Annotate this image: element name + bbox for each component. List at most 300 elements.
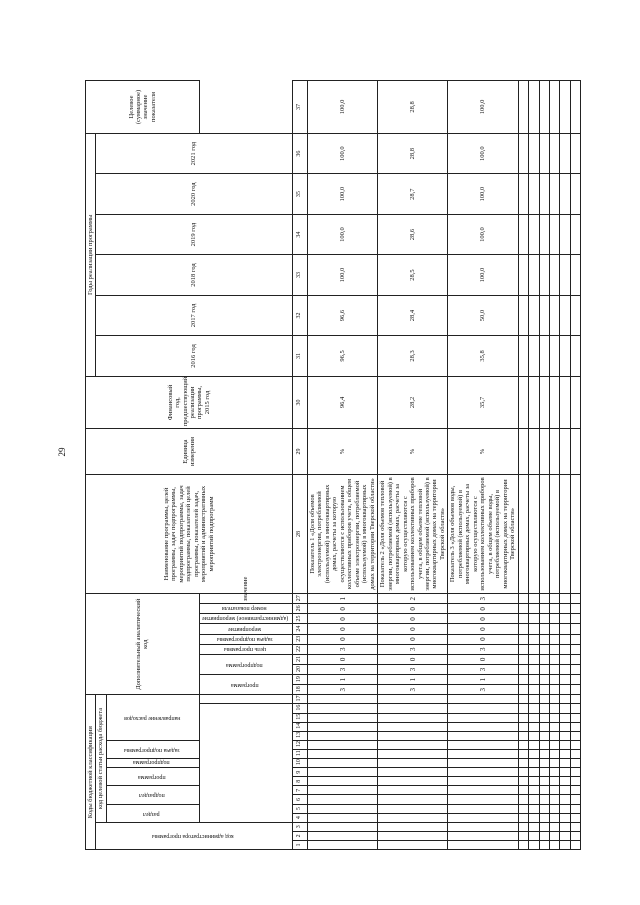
analytic-code-cell: 0 (448, 604, 518, 614)
analytic-code-cell: 3 (448, 664, 518, 674)
analytic-code-cell: 3 (378, 644, 448, 654)
year-value: 100,0 (307, 255, 377, 295)
year-value: 100,0 (307, 133, 377, 173)
budget-code-cell (307, 813, 377, 822)
empty-cell (550, 840, 560, 849)
empty-cell (518, 214, 528, 254)
empty-row (550, 81, 560, 850)
empty-cell (518, 429, 528, 475)
column-number: 30 (292, 376, 307, 429)
column-number: 1 (292, 840, 307, 849)
empty-cell (529, 614, 539, 624)
empty-cell (550, 634, 560, 644)
budget-code-cell (378, 804, 448, 813)
empty-cell (560, 429, 570, 475)
empty-cell (518, 704, 528, 713)
empty-cell (560, 759, 570, 768)
empty-cell (539, 722, 549, 731)
c-event-header: мероприятие (199, 624, 292, 634)
column-number: 34 (292, 214, 307, 254)
empty-cell (570, 831, 580, 840)
budget-code-cell (378, 777, 448, 786)
analytic-code-cell: 0 (448, 614, 518, 624)
empty-cell (560, 624, 570, 634)
empty-cell (529, 654, 539, 664)
empty-cell (518, 840, 528, 849)
budget-code-cell (307, 795, 377, 804)
empty-cell (529, 786, 539, 795)
empty-cell (570, 174, 580, 214)
budget-code-cell (378, 822, 448, 831)
base-year-value: 28,2 (378, 376, 448, 429)
budget-codes-header: Коды бюджетной классификации (86, 695, 96, 850)
empty-cell (518, 822, 528, 831)
empty-cell (570, 255, 580, 295)
empty-cell (570, 81, 580, 134)
analytic-code-cell: 3 (378, 685, 448, 695)
empty-cell (539, 295, 549, 335)
empty-cell (518, 255, 528, 295)
empty-row (539, 81, 549, 850)
empty-cell (550, 594, 560, 604)
year-2016-header: 2016 год (96, 336, 292, 376)
empty-cell (550, 214, 560, 254)
column-number: 15 (292, 713, 307, 722)
empty-cell (518, 749, 528, 758)
budget-code-cell (448, 768, 518, 777)
empty-cell (529, 429, 539, 475)
empty-cell (529, 664, 539, 674)
razdel-header: раздел (106, 804, 199, 822)
column-number: 26 (292, 604, 307, 614)
empty-cell (560, 675, 570, 685)
empty-cell (570, 634, 580, 644)
column-number: 36 (292, 133, 307, 173)
column-number: 10 (292, 759, 307, 768)
empty-cell (560, 722, 570, 731)
column-number: 7 (292, 786, 307, 795)
empty-cell (529, 777, 539, 786)
analytic-code-cell: 0 (307, 604, 377, 614)
empty-cell (570, 594, 580, 604)
empty-cell (560, 831, 570, 840)
empty-cell (560, 822, 570, 831)
column-number: 22 (292, 644, 307, 654)
empty-cell (570, 740, 580, 749)
empty-cell (518, 695, 528, 704)
empty-cell (560, 713, 570, 722)
empty-cell (570, 295, 580, 335)
empty-cell (529, 831, 539, 840)
empty-cell (570, 695, 580, 704)
empty-cell (539, 713, 549, 722)
empty-cell (550, 604, 560, 614)
empty-cell (529, 685, 539, 695)
program-code-header: программа (106, 768, 199, 786)
empty-cell (570, 795, 580, 804)
empty-cell (550, 644, 560, 654)
empty-cell (539, 685, 549, 695)
empty-cell (529, 604, 539, 614)
target-value-header: значение (199, 594, 292, 604)
empty-row (560, 81, 570, 850)
empty-cell (550, 731, 560, 740)
column-number: 24 (292, 624, 307, 634)
analytic-code-cell: 3 (448, 594, 518, 604)
budget-code-cell (378, 831, 448, 840)
c-podprogram-header: подпрограмма (199, 654, 292, 674)
year-value: 96,6 (307, 295, 377, 335)
empty-cell (518, 81, 528, 134)
empty-cell (529, 295, 539, 335)
budget-code-cell (378, 704, 448, 713)
empty-cell (570, 429, 580, 475)
column-number: 11 (292, 749, 307, 758)
column-number: 28 (292, 474, 307, 593)
c-number-header: номер показателя (199, 604, 292, 614)
column-number: 35 (292, 174, 307, 214)
analytic-code-cell: 3 (307, 664, 377, 674)
analytic-code-header: Дополнительный аналитический код (86, 594, 200, 695)
empty-cell (539, 474, 549, 593)
year-value: 28,7 (378, 174, 448, 214)
empty-cell (529, 644, 539, 654)
column-number: 16 (292, 704, 307, 713)
column-number: 13 (292, 731, 307, 740)
unit-cell: % (307, 429, 377, 475)
budget-code-cell (448, 777, 518, 786)
empty-cell (550, 831, 560, 840)
empty-cell (539, 786, 549, 795)
target-value: 28,8 (378, 81, 448, 134)
year-value: 100,0 (307, 174, 377, 214)
year-2021-header: 2021 год (96, 133, 292, 173)
empty-cell (570, 376, 580, 429)
budget-code-cell (307, 731, 377, 740)
indicator-description: Показатель 1 «Доля объемов электроэнергии, потребляемой (используемой) в многоквартирных домах, расчеты за которую осуществляются с использованием коллективных приборов учета, в общем объеме электроэнергии, потребляемой (используемой) в многоквартирных домах на территории Тверской области» (307, 474, 377, 593)
empty-cell (570, 474, 580, 593)
empty-cell (570, 759, 580, 768)
year-2019-header: 2019 год (96, 214, 292, 254)
empty-cell (518, 713, 528, 722)
empty-cell (529, 133, 539, 173)
empty-cell (529, 376, 539, 429)
empty-cell (570, 777, 580, 786)
empty-cell (550, 740, 560, 749)
podrazdel-header: подраздел (106, 786, 199, 804)
empty-cell (550, 81, 560, 134)
year-value: 100,0 (307, 214, 377, 254)
empty-cell (539, 644, 549, 654)
empty-cell (550, 133, 560, 173)
budget-code-cell (448, 759, 518, 768)
empty-cell (560, 685, 570, 695)
empty-cell (518, 604, 528, 614)
budget-code-cell (307, 822, 377, 831)
budget-code-cell (378, 786, 448, 795)
empty-cell (518, 685, 528, 695)
empty-cell (518, 634, 528, 644)
empty-cell (550, 695, 560, 704)
budget-code-cell (378, 731, 448, 740)
column-number: 25 (292, 614, 307, 624)
empty-cell (529, 804, 539, 813)
empty-cell (560, 795, 570, 804)
empty-cell (539, 81, 549, 134)
column-number: 19 (292, 675, 307, 685)
empty-cell (539, 174, 549, 214)
empty-cell (529, 722, 539, 731)
empty-cell (560, 840, 570, 849)
empty-cell (529, 840, 539, 849)
budget-code-cell (307, 704, 377, 713)
empty-cell (570, 664, 580, 674)
empty-cell (518, 759, 528, 768)
analytic-code-cell: 1 (307, 594, 377, 604)
empty-cell (539, 429, 549, 475)
empty-cell (529, 255, 539, 295)
empty-cell (518, 654, 528, 664)
analytic-code-cell: 0 (378, 654, 448, 664)
empty-cell (560, 777, 570, 786)
table-row (448, 81, 518, 850)
year-value: 28,8 (378, 133, 448, 173)
empty-cell (560, 786, 570, 795)
spacer-cell (199, 704, 292, 822)
budget-code-cell (307, 695, 377, 704)
empty-cell (550, 336, 560, 376)
budget-code-cell (378, 768, 448, 777)
empty-cell (550, 614, 560, 624)
budget-code-cell (307, 840, 377, 849)
budget-code-cell (448, 695, 518, 704)
empty-cell (518, 624, 528, 634)
empty-cell (529, 81, 539, 134)
empty-cell (518, 731, 528, 740)
analytic-code-cell: 1 (307, 675, 377, 685)
empty-cell (560, 813, 570, 822)
budget-code-cell (448, 722, 518, 731)
empty-cell (539, 614, 549, 624)
empty-cell (560, 81, 570, 134)
budget-code-cell (378, 813, 448, 822)
empty-cell (529, 768, 539, 777)
column-number: 27 (292, 594, 307, 604)
column-number: 18 (292, 685, 307, 695)
empty-cell (529, 174, 539, 214)
empty-cell (529, 731, 539, 740)
empty-cell (518, 786, 528, 795)
budget-code-cell (307, 722, 377, 731)
empty-cell (518, 777, 528, 786)
budget-code-cell (448, 831, 518, 840)
empty-cell (560, 804, 570, 813)
analytic-code-cell: 2 (378, 594, 448, 604)
empty-cell (570, 768, 580, 777)
budget-code-cell (378, 740, 448, 749)
analytic-code-cell: 0 (307, 624, 377, 634)
column-number: 31 (292, 336, 307, 376)
budget-code-cell (307, 831, 377, 840)
c-goal-header: цель программы (199, 644, 292, 654)
column-number: 33 (292, 255, 307, 295)
empty-cell (529, 695, 539, 704)
year-value: 100,0 (448, 214, 518, 254)
empty-cell (570, 685, 580, 695)
empty-cell (529, 740, 539, 749)
column-number: 37 (292, 81, 307, 134)
budget-code-cell (307, 768, 377, 777)
program-name-header: Наименование программы, целей программы, задач подпрограммы, мероприятий подпрограммы, задач подпрограммы, показателей целей программы, показателей задач, мероприятий и административных мероприятий подпрограмм (86, 474, 293, 593)
empty-cell (570, 786, 580, 795)
budget-code-cell (307, 749, 377, 758)
empty-cell (570, 644, 580, 654)
column-number: 5 (292, 804, 307, 813)
year-value: 50,0 (448, 295, 518, 335)
column-number: 3 (292, 822, 307, 831)
empty-cell (570, 822, 580, 831)
empty-cell (518, 174, 528, 214)
empty-cell (570, 654, 580, 664)
budget-code-cell (378, 713, 448, 722)
empty-cell (518, 768, 528, 777)
analytic-code-cell: 0 (378, 614, 448, 624)
year-2017-header: 2017 год (96, 295, 292, 335)
empty-cell (518, 474, 528, 593)
empty-cell (550, 624, 560, 634)
empty-cell (539, 822, 549, 831)
empty-cell (560, 704, 570, 713)
empty-cell (560, 768, 570, 777)
rotated-table-container (85, 80, 620, 850)
analytic-code-cell: 3 (307, 644, 377, 654)
empty-cell (570, 614, 580, 624)
empty-cell (539, 594, 549, 604)
budget-code-cell (378, 722, 448, 731)
year-value: 28,4 (378, 295, 448, 335)
empty-cell (518, 133, 528, 173)
analytic-code-cell: 0 (307, 634, 377, 644)
empty-cell (550, 822, 560, 831)
column-number: 32 (292, 295, 307, 335)
year-value: 28,6 (378, 214, 448, 254)
budget-code-cell (307, 786, 377, 795)
target-header: Целевое (суммарное) значение показателя (86, 81, 200, 134)
empty-cell (550, 813, 560, 822)
empty-cell (539, 831, 549, 840)
budget-code-cell (307, 777, 377, 786)
empty-cell (539, 804, 549, 813)
empty-cell (529, 675, 539, 685)
empty-cell (518, 594, 528, 604)
budget-code-cell (307, 804, 377, 813)
podprogram-code-header: подпрограмма (106, 759, 199, 768)
empty-row (518, 81, 528, 850)
table-body (307, 81, 580, 850)
budget-code-cell (307, 713, 377, 722)
empty-cell (518, 675, 528, 685)
empty-cell (570, 713, 580, 722)
target-value: 100,0 (307, 81, 377, 134)
target-value: 100,0 (448, 81, 518, 134)
empty-cell (550, 376, 560, 429)
empty-cell (539, 214, 549, 254)
analytic-code-cell: 1 (378, 675, 448, 685)
empty-cell (539, 731, 549, 740)
unit-cell: % (448, 429, 518, 475)
empty-cell (518, 804, 528, 813)
column-number: 2 (292, 831, 307, 840)
empty-cell (539, 604, 549, 614)
empty-cell (529, 634, 539, 644)
empty-cell (560, 740, 570, 749)
empty-cell (550, 675, 560, 685)
analytic-code-cell: 0 (448, 654, 518, 664)
empty-cell (550, 777, 560, 786)
empty-cell (570, 675, 580, 685)
page-number: 29 (57, 447, 67, 457)
analytic-code-cell: 3 (307, 685, 377, 695)
direction-header: направление расходов (106, 695, 199, 741)
empty-cell (570, 133, 580, 173)
base-year-value: 35,7 (448, 376, 518, 429)
empty-cell (529, 624, 539, 634)
empty-cell (570, 604, 580, 614)
budget-code-cell (378, 840, 448, 849)
column-number-row (292, 81, 307, 850)
empty-cell (560, 174, 570, 214)
empty-cell (539, 759, 549, 768)
empty-cell (539, 795, 549, 804)
empty-row (529, 81, 539, 850)
empty-cell (529, 594, 539, 604)
empty-cell (539, 695, 549, 704)
empty-cell (539, 634, 549, 644)
column-number: 8 (292, 777, 307, 786)
empty-cell (570, 749, 580, 758)
budget-code-cell (448, 713, 518, 722)
budget-code-cell (448, 840, 518, 849)
column-number: 17 (292, 695, 307, 704)
empty-cell (529, 713, 539, 722)
column-number: 12 (292, 740, 307, 749)
empty-cell (560, 644, 570, 654)
empty-cell (539, 654, 549, 664)
year-value: 100,0 (448, 255, 518, 295)
empty-cell (560, 474, 570, 593)
empty-cell (539, 704, 549, 713)
base-year-header: Финансовый год, предшествующий реализации программы, 2015 год (86, 376, 293, 429)
budget-code-cell (448, 749, 518, 758)
budget-code-cell (378, 749, 448, 758)
empty-cell (539, 376, 549, 429)
analytic-code-cell: 0 (378, 624, 448, 634)
empty-cell (518, 831, 528, 840)
budget-code-cell (448, 740, 518, 749)
empty-cell (550, 654, 560, 664)
empty-cell (560, 376, 570, 429)
c-program-header: программа (199, 675, 292, 695)
empty-cell (560, 695, 570, 704)
empty-cell (560, 594, 570, 604)
empty-cell (570, 813, 580, 822)
indicator-description: Показатель 3 «Доля объемов воды, потребляемой (используемой) в многоквартирных домах, расчеты за которую осуществляются с использованием коллективных приборов учета, в общем объеме воды, потребляемой (используемой) в многоквартирных домах на территории Тверской области» (448, 474, 518, 593)
year-value: 100,0 (448, 174, 518, 214)
empty-cell (518, 664, 528, 674)
table-row (307, 81, 377, 850)
empty-cell (550, 786, 560, 795)
c-admin-event-header: (административное) мероприятие (199, 614, 292, 624)
